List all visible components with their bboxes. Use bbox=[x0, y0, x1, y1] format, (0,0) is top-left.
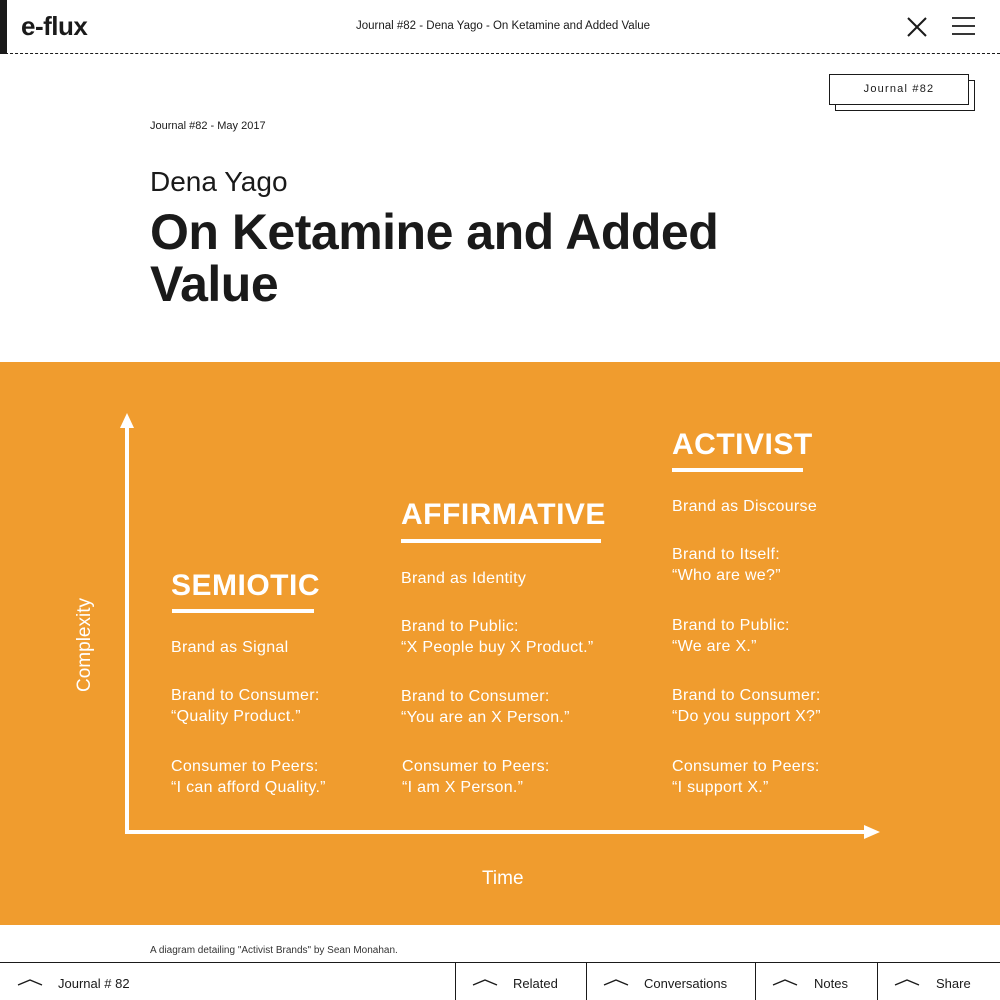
semiotic-line: “I can afford Quality.” bbox=[171, 779, 326, 796]
semiotic-line: Brand to Consumer: bbox=[171, 687, 320, 704]
nav-conversations-label: Conversations bbox=[644, 976, 728, 991]
chevron-up-icon bbox=[603, 977, 629, 987]
activist-line: “I support X.” bbox=[672, 779, 769, 796]
affirmative-line: Brand to Consumer: bbox=[401, 688, 550, 705]
y-axis-arrowhead bbox=[120, 413, 134, 428]
article-meta[interactable]: Journal #82 - May 2017 bbox=[150, 120, 266, 132]
semiotic-line: Brand as Signal bbox=[171, 639, 289, 656]
article-title: On Ketamine and Added Value bbox=[150, 204, 719, 312]
affirmative-heading: AFFIRMATIVE bbox=[401, 498, 606, 531]
semiotic-line: “Quality Product.” bbox=[171, 708, 301, 725]
chevron-up-icon bbox=[472, 977, 498, 987]
image-caption: A diagram detailing "Activist Brands" by Sean Monahan. bbox=[150, 945, 398, 956]
activist-line: Brand to Itself: bbox=[672, 546, 780, 563]
semiotic-underline bbox=[172, 609, 314, 613]
affirmative-line: “You are an X Person.” bbox=[401, 709, 570, 726]
affirmative-line: “X People buy X Product.” bbox=[401, 639, 594, 656]
activist-heading: ACTIVIST bbox=[672, 428, 813, 461]
affirmative-line: Consumer to Peers: bbox=[402, 758, 550, 775]
activist-line: Brand to Public: bbox=[672, 617, 790, 634]
menu-icon bbox=[951, 16, 976, 36]
activist-brands-diagram bbox=[0, 362, 1000, 925]
affirmative-underline bbox=[401, 539, 601, 543]
nav-journal-82[interactable] bbox=[0, 963, 455, 1000]
nav-related-label: Related bbox=[513, 976, 558, 991]
affirmative-line: Brand to Public: bbox=[401, 618, 519, 635]
activist-line: Brand to Consumer: bbox=[672, 687, 821, 704]
activist-line: Consumer to Peers: bbox=[672, 758, 820, 775]
nav-notes[interactable] bbox=[756, 963, 877, 1000]
x-axis-arrowhead bbox=[864, 825, 880, 839]
eflux-logo[interactable]: e-flux bbox=[21, 11, 88, 41]
nav-share-label: Share bbox=[936, 976, 971, 991]
affirmative-line: Brand as Identity bbox=[401, 570, 527, 587]
header-article-title: Journal #82 - Dena Yago - On Ketamine and Added Value bbox=[355, 20, 651, 32]
close-icon bbox=[904, 14, 930, 40]
y-axis-label: Complexity bbox=[74, 598, 95, 692]
nav-related[interactable] bbox=[456, 963, 586, 1000]
activist-line: “Do you support X?” bbox=[672, 708, 821, 725]
top-header bbox=[0, 0, 1000, 54]
bottom-nav bbox=[0, 962, 1000, 1000]
semiotic-line: Consumer to Peers: bbox=[171, 758, 319, 775]
menu-button[interactable] bbox=[951, 16, 976, 36]
activist-underline bbox=[672, 468, 803, 472]
close-button[interactable] bbox=[904, 14, 930, 40]
nav-share[interactable] bbox=[878, 963, 1000, 1000]
chevron-up-icon bbox=[894, 977, 920, 987]
article-author[interactable]: Dena Yago bbox=[150, 166, 288, 197]
journal-badge[interactable] bbox=[829, 74, 975, 111]
chevron-up-icon bbox=[772, 977, 798, 987]
affirmative-line: “I am X Person.” bbox=[402, 779, 524, 796]
x-axis-label: Time bbox=[482, 868, 524, 889]
journal-badge-label[interactable]: Journal #82 bbox=[829, 74, 969, 105]
nav-conversations[interactable] bbox=[587, 963, 755, 1000]
activist-line: “Who are we?” bbox=[672, 567, 781, 584]
activist-line: “We are X.” bbox=[672, 638, 757, 655]
activist-line: Brand as Discourse bbox=[672, 498, 818, 515]
semiotic-heading: SEMIOTIC bbox=[171, 569, 321, 602]
chevron-up-icon bbox=[17, 977, 43, 987]
nav-journal-82-label: Journal # 82 bbox=[58, 976, 130, 991]
nav-notes-label: Notes bbox=[814, 976, 848, 991]
